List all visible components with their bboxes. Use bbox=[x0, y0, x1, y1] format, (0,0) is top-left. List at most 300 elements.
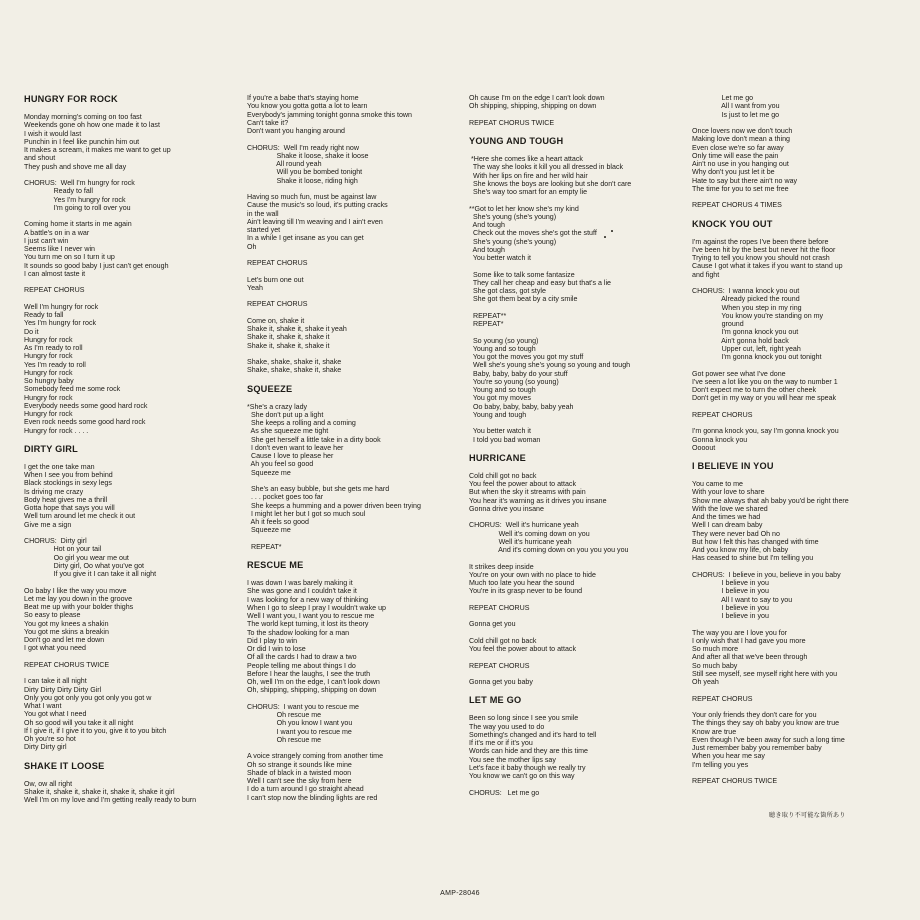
lyric-line: And tough bbox=[469, 245, 505, 254]
lyric-line bbox=[469, 554, 684, 562]
lyric-line bbox=[247, 185, 462, 193]
lyric-line: Cold chill got no back bbox=[469, 636, 537, 645]
lyric-line bbox=[692, 361, 907, 369]
lyric-line: Oh so good will you take it all night bbox=[24, 718, 134, 727]
lyric-line: Still see myself, see myself right here with you bbox=[692, 669, 838, 678]
lyric-line bbox=[692, 769, 907, 777]
lyric-line bbox=[692, 119, 907, 127]
lyric-line: REPEAT CHORUS bbox=[247, 300, 308, 309]
lyric-line: Shake it loose, shake it loose bbox=[247, 151, 369, 160]
lyric-line: She got class, got style bbox=[469, 287, 546, 295]
lyric-line: CHORUS: Well I'm hungry for rock bbox=[24, 179, 135, 187]
lyric-line: Ready to fall bbox=[24, 187, 93, 196]
song-title: YOUNG AND TOUGH bbox=[469, 136, 564, 146]
lyric-line: . . . pocket goes too far bbox=[247, 493, 324, 502]
lyric-line: CHORUS: I wanna knock you out bbox=[692, 287, 800, 295]
lyric-line: So young (so young) bbox=[469, 336, 539, 345]
lyric-line: People telling me about things I do bbox=[247, 661, 356, 670]
lyric-line bbox=[692, 703, 907, 711]
lyric-line: Or did I win to lose bbox=[247, 645, 306, 653]
lyric-line: You better watch it bbox=[469, 427, 531, 436]
lyric-line: Yeah bbox=[247, 283, 263, 292]
song-title: SHAKE IT LOOSE bbox=[24, 760, 105, 771]
lyrics-column-4 bbox=[692, 94, 907, 785]
lyric-line bbox=[24, 171, 239, 179]
lyric-line: She keeps a humming and a power driven been trying bbox=[247, 501, 421, 510]
lyric-line: When you hear me say bbox=[692, 752, 765, 761]
lyric-line: You know you gotta gotta a lot to learn bbox=[247, 102, 368, 111]
lyric-line: I want you to rescue me bbox=[247, 727, 352, 736]
lyric-line: Cause I got what it takes if you want to stand up bbox=[692, 262, 843, 271]
lyric-line: Been so long since I see you smile bbox=[469, 714, 579, 723]
lyric-line: Don't get in my way or you will hear me speak bbox=[692, 394, 837, 403]
lyric-line: It strikes deep inside bbox=[469, 562, 534, 571]
lyric-line: Is just to let me go bbox=[692, 110, 780, 119]
lyric-line: You got me skins a breakin bbox=[24, 627, 109, 636]
lyric-line: She got them beat by a city smile bbox=[469, 295, 578, 304]
lyric-line: Hungry for rock bbox=[24, 393, 73, 402]
lyric-line: When I see you from behind bbox=[24, 471, 113, 479]
lyric-line: Dirty Dirty Dirty Dirty Girl bbox=[24, 685, 102, 694]
lyric-line: Some like to talk some fantasize bbox=[469, 270, 575, 279]
lyric-line: Dirty Dirty girl bbox=[24, 743, 67, 752]
lyric-line: But when the sky it streams with pain bbox=[469, 488, 586, 497]
lyric-line bbox=[24, 212, 239, 220]
lyric-line: Oh rescue me bbox=[247, 735, 322, 744]
lyric-line: So much more bbox=[692, 645, 739, 653]
lyric-line: Yes I'm ready to roll bbox=[24, 360, 86, 369]
lyric-line: I only wish that I had gave you more bbox=[692, 636, 806, 645]
lyric-line: I'm telling you yes bbox=[692, 760, 749, 769]
song-title: DIRTY GIRL bbox=[24, 443, 78, 454]
lyric-line: Oh bbox=[247, 242, 257, 251]
lyric-line bbox=[692, 620, 907, 628]
lyric-line bbox=[247, 477, 462, 485]
lyric-line bbox=[469, 653, 684, 661]
lyric-line: Oh rescue me bbox=[247, 711, 322, 719]
lyric-line bbox=[24, 278, 239, 286]
lyric-line: I'm gonna knock you out bbox=[692, 328, 799, 337]
lyric-line: Well it's hurricane yeah bbox=[469, 537, 572, 546]
lyric-line: I told you bad woman bbox=[469, 435, 541, 444]
lyric-line: I've seen a lot like you on the way to number 1 bbox=[692, 377, 838, 386]
lyric-line bbox=[247, 292, 462, 300]
lyric-line: and fight bbox=[692, 270, 720, 279]
lyric-line: If it's me or if it's you bbox=[469, 739, 533, 747]
lyric-line: Well she's young she's young so young and tough bbox=[469, 361, 631, 370]
lyric-line: You're so young (so young) bbox=[469, 377, 559, 386]
lyric-line: Young and tough bbox=[469, 410, 527, 419]
lyric-line: ground bbox=[692, 320, 744, 328]
lyric-line: But how I felt this has changed with time bbox=[692, 537, 819, 546]
lyric-line: And it's coming down on you you you you bbox=[469, 546, 629, 554]
lyric-line: Cause I love to please her bbox=[247, 452, 334, 460]
lyric-line: Oh you're so hot bbox=[24, 735, 76, 743]
lyric-line: Shake it, shake it, shake it, shake it, shake it girl bbox=[24, 787, 175, 796]
lyric-line: Let me lay you down in the groove bbox=[24, 594, 133, 603]
lyric-line: CHORUS: Dirty girl bbox=[24, 537, 87, 545]
lyric-line bbox=[24, 295, 239, 303]
lyric-line: REPEAT CHORUS 4 TIMES bbox=[692, 201, 782, 210]
lyric-line: Beat me up with your bolder thighs bbox=[24, 603, 134, 611]
lyric-line: Oh so strange it sounds like mine bbox=[247, 760, 352, 769]
lyric-line: When you step in my ring bbox=[692, 303, 802, 312]
lyric-line: Somebody feed me some rock bbox=[24, 385, 121, 394]
lyric-line: I got what you need bbox=[24, 644, 86, 653]
lyric-line bbox=[469, 780, 684, 788]
lyric-line: Upper cut, left, right yeah bbox=[692, 344, 801, 353]
lyric-line: A voice strangely coming from another time bbox=[247, 752, 384, 761]
lyric-line: I can take it all night bbox=[24, 677, 87, 686]
lyric-line: If you're a babe that's staying home bbox=[247, 94, 359, 102]
lyric-line: Oh shipping, shipping, shipping on down bbox=[469, 102, 597, 111]
lyric-line: Young and so tough bbox=[469, 344, 536, 353]
lyric-line bbox=[692, 193, 907, 201]
lyric-line: Well I'm on my love and I'm getting really ready to burn bbox=[24, 796, 197, 804]
lyric-line: Oooout bbox=[692, 443, 716, 452]
lyric-line: I've been hit by the best but never hit the floor bbox=[692, 245, 836, 254]
lyric-line: She's young (she's young) bbox=[469, 237, 557, 246]
lyric-line bbox=[24, 578, 239, 586]
song-title: LET ME GO bbox=[469, 695, 522, 706]
lyric-line bbox=[469, 328, 684, 336]
lyric-line: All I want from you bbox=[692, 102, 780, 111]
lyric-line: And the times we had bbox=[692, 513, 761, 521]
lyric-line: Don't want you hanging around bbox=[247, 127, 345, 135]
lyrics-column-2 bbox=[247, 94, 462, 802]
lyric-line: I just can't win bbox=[24, 236, 69, 245]
lyric-line: I'm going to roll over you bbox=[24, 203, 131, 212]
lyric-line bbox=[24, 669, 239, 677]
lyric-line bbox=[692, 419, 907, 427]
lyric-line: Ow, ow all right bbox=[24, 779, 73, 788]
lyric-line: Let's burn one out bbox=[247, 275, 304, 284]
lyric-line: Gonna knock you bbox=[692, 435, 748, 444]
lyrics-column-3 bbox=[469, 94, 684, 797]
lyric-line: Hate to say but there ain't no way bbox=[692, 176, 798, 185]
lyric-line: Hungry for rock bbox=[24, 368, 73, 377]
lyric-line: The things they say oh baby you know are true bbox=[692, 719, 840, 728]
lyric-line: Once lovers now we don't touch bbox=[692, 127, 793, 135]
lyric-line bbox=[247, 135, 462, 143]
lyric-line: I believe in you bbox=[692, 603, 769, 612]
lyric-line: I get the one take man bbox=[24, 462, 95, 471]
lyric-line: Come on, shake it bbox=[247, 316, 305, 325]
lyric-line: REPEAT CHORUS bbox=[469, 661, 530, 670]
lyric-line: They were never bad Oh no bbox=[692, 529, 780, 538]
lyric-line: REPEAT CHORUS bbox=[469, 603, 530, 612]
lyric-line: Already picked the round bbox=[692, 295, 800, 304]
lyric-line: Oh yeah bbox=[692, 678, 719, 686]
lyric-line: Hungry for rock bbox=[24, 410, 73, 418]
lyric-line: Squeeze me bbox=[247, 468, 291, 477]
song-title: I BELIEVE IN YOU bbox=[692, 461, 774, 471]
lyric-line: Young and so tough bbox=[469, 386, 536, 394]
lyric-line bbox=[24, 653, 239, 661]
lyric-line: Oo baby I like the way you move bbox=[24, 586, 127, 595]
lyric-line: You feel the power about to attack bbox=[469, 645, 577, 653]
lyric-line: Oh you know I want you bbox=[247, 719, 353, 728]
lyric-line: She keeps a rolling and a coming bbox=[247, 419, 356, 427]
lyric-line: Gonna get you bbox=[469, 620, 516, 629]
lyric-line: Dirty girl, Oo what you've got bbox=[24, 561, 145, 570]
lyric-line: Weekends gone oh how one made it to last bbox=[24, 121, 160, 130]
lyric-line: Punchin in I feel like punchin him out bbox=[24, 137, 140, 146]
lyric-line: I can almost taste it bbox=[24, 269, 86, 278]
lyric-line: Gonna drive you insane bbox=[469, 504, 544, 513]
lyric-line: CHORUS: Let me go bbox=[469, 788, 540, 797]
lyric-line bbox=[247, 744, 462, 752]
lyric-line: Know are true bbox=[692, 727, 737, 736]
lyric-line bbox=[692, 279, 907, 287]
lyric-line: You got what I need bbox=[24, 710, 87, 719]
lyric-line: If I give it, if I give it to you, give it to you bitch bbox=[24, 726, 167, 735]
lyric-line: All round yeah bbox=[247, 160, 322, 168]
lyric-line bbox=[247, 535, 462, 543]
lyric-line: Making love don't mean a thing bbox=[692, 135, 790, 144]
lyric-line: So easy to please bbox=[24, 611, 81, 620]
lyric-line: Coming home it starts in me again bbox=[24, 220, 132, 229]
lyric-line: Give me a sign bbox=[24, 520, 72, 529]
lyric-line: I'm gonna knock you, say I'm gonna knock you bbox=[692, 427, 839, 436]
lyric-line: She's way too smart for an empty lie bbox=[469, 188, 588, 196]
lyric-line: You better watch it bbox=[469, 254, 531, 262]
lyric-line: She don't put up a light bbox=[247, 410, 324, 419]
lyric-line: I'm against the ropes I've been there before bbox=[692, 237, 829, 246]
lyric-line: **Got to let her know she's my kind bbox=[469, 204, 579, 213]
lyric-line: Hot on your tail bbox=[24, 545, 102, 554]
lyric-line: Everybody needs some good hard rock bbox=[24, 401, 148, 410]
lyric-line: Yes I'm hungry for rock bbox=[24, 195, 126, 204]
lyric-line: Oh, shipping, shipping, shipping on down bbox=[247, 686, 377, 695]
lyric-line bbox=[469, 196, 684, 204]
lyric-line: You're in its grasp never to be found bbox=[469, 587, 583, 596]
lyric-line bbox=[469, 670, 684, 678]
lyric-line: Body heat gives me a thrill bbox=[24, 495, 108, 504]
lyric-line: Black stockings in sexy legs bbox=[24, 479, 112, 488]
lyric-line: started yet bbox=[247, 226, 281, 234]
lyric-line: Oo baby, baby, baby, baby yeah bbox=[469, 402, 574, 411]
lyric-line: You know you're standing on my bbox=[692, 311, 824, 320]
lyric-line: Hungry for rock bbox=[24, 352, 73, 361]
lyric-line: Let me go bbox=[692, 94, 754, 102]
lyric-line bbox=[469, 304, 684, 312]
lyric-line: Gonna get you baby bbox=[469, 678, 533, 686]
lyric-line: What I want bbox=[24, 702, 62, 710]
lyric-line: I was down I was barely making it bbox=[247, 579, 353, 587]
lyric-line: Baby, baby, baby do your stuff bbox=[469, 369, 568, 378]
lyric-line bbox=[469, 513, 684, 521]
song-title: RESCUE ME bbox=[247, 560, 304, 570]
lyric-line: You're on your own with no place to hide bbox=[469, 570, 596, 579]
lyric-line: REPEAT** bbox=[469, 311, 507, 320]
lyric-line: Your only friends they don't care for you bbox=[692, 711, 817, 719]
lyric-line: Hungry for rock bbox=[24, 335, 73, 344]
lyric-line: Don't go and let me down bbox=[24, 636, 105, 644]
lyric-line: Squeeze me bbox=[247, 526, 291, 535]
lyric-line: The way you are I love you for bbox=[692, 628, 788, 637]
lyric-line: As I'm ready to roll bbox=[24, 344, 83, 352]
lyric-line: Words can hide and they are this time bbox=[469, 747, 588, 756]
lyric-line: With your love to share bbox=[692, 488, 765, 497]
lyric-line: Just remember baby you remember baby bbox=[692, 744, 822, 752]
song-title: SQUEEZE bbox=[247, 383, 293, 394]
lyric-line: Only you got only you got only you got w bbox=[24, 693, 152, 702]
lyric-line: Don't expect me to turn the other cheek bbox=[692, 386, 816, 394]
lyric-line: Cause the music's so loud, it's putting cracks bbox=[247, 201, 388, 210]
lyric-line: I can't stop now the blinding lights are red bbox=[247, 793, 378, 802]
song-title: HURRICANE bbox=[469, 452, 526, 463]
lyric-line: Will you be bombed tonight bbox=[247, 168, 363, 177]
lyric-line: Well I can dream baby bbox=[692, 521, 763, 530]
lyric-line: It makes a scream, it makes me want to get up bbox=[24, 146, 171, 154]
lyric-line bbox=[692, 686, 907, 694]
lyric-line: As she squeeze me tight bbox=[247, 427, 329, 436]
lyric-line: Can't take it? bbox=[247, 118, 289, 127]
lyric-line: With the love we shared bbox=[692, 504, 768, 513]
catalog-number: AMP-28046 bbox=[440, 890, 480, 897]
lyric-line: I do a turn around I go straight ahead bbox=[247, 785, 364, 794]
lyric-line: When I go to sleep I pray I wouldn't wake up bbox=[247, 603, 386, 612]
lyric-line: Having so much fun, must be against law bbox=[247, 193, 377, 201]
lyric-line: Well turn around let me check it out bbox=[24, 512, 136, 521]
lyric-line bbox=[247, 309, 462, 317]
lyric-line: Ah it feels so good bbox=[247, 518, 309, 526]
lyric-line: Ain't no use in you hanging out bbox=[692, 160, 789, 168]
lyric-line: Did I play to win bbox=[247, 636, 298, 645]
lyric-line: and shout bbox=[24, 154, 56, 163]
inaudible-parts-note: 聴き取り不可能な箇所あり bbox=[769, 812, 846, 819]
lyric-line: So much baby bbox=[692, 661, 738, 670]
lyric-line: Shade of black in a twisted moon bbox=[247, 768, 352, 777]
lyric-line: And after all that we've been through bbox=[692, 653, 808, 662]
lyric-line: Shake it loose, riding high bbox=[247, 176, 358, 185]
lyric-line: REPEAT CHORUS bbox=[247, 259, 308, 267]
lyric-line bbox=[469, 262, 684, 270]
lyric-line: I believe in you bbox=[692, 587, 769, 596]
lyric-line: If you give it I can take it all night bbox=[24, 570, 157, 578]
lyric-line: REPEAT CHORUS bbox=[692, 694, 753, 703]
lyric-line: Gotta hope that says you will bbox=[24, 504, 115, 512]
lyric-line: Shake, shake, shake it, shake bbox=[247, 358, 342, 366]
lyric-line: I don't even want to leave her bbox=[247, 443, 344, 452]
lyric-line: Yes I'm hungry for rock bbox=[24, 319, 97, 328]
lyric-line: REPEAT* bbox=[469, 320, 504, 328]
lyric-line: They push and shove me all day bbox=[24, 162, 127, 171]
lyric-line: And you know my life, oh baby bbox=[692, 546, 789, 554]
lyric-line: Monday morning's coming on too fast bbox=[24, 113, 142, 121]
lyric-line: Shake it, shake it, shake it bbox=[247, 341, 330, 350]
lyric-line: Shake, shake, shake it, shake bbox=[247, 366, 342, 375]
lyric-line: Show me always that ah baby you'd be right there bbox=[692, 496, 849, 505]
lyric-line: She knows the boys are looking but she don't care bbox=[469, 179, 632, 188]
lyric-line: I'm gonna knock you out tonight bbox=[692, 353, 822, 361]
lyric-line bbox=[469, 612, 684, 620]
lyric-line: You got the moves you got my stuff bbox=[469, 353, 584, 361]
lyric-line: Ain't leaving till I'm weaving and I ain't even bbox=[247, 217, 383, 226]
lyric-line: REPEAT CHORUS bbox=[24, 286, 85, 295]
lyric-line: Even rock needs some good hard rock bbox=[24, 418, 146, 427]
lyric-line: REPEAT CHORUS TWICE bbox=[469, 118, 555, 127]
lyric-line: She was gone and I couldn't take it bbox=[247, 587, 357, 596]
lyric-line: Even though I've been away for such a long time bbox=[692, 735, 845, 744]
lyric-line: Well it's coming down on you bbox=[469, 529, 590, 538]
lyric-line: She's young (she's young) bbox=[469, 212, 557, 221]
lyrics-column-1 bbox=[24, 94, 239, 804]
lyric-line: You know we can't go on this way bbox=[469, 772, 575, 780]
lyric-line: Oh, well I'm on the edge, I can't look down bbox=[247, 678, 380, 686]
lyric-line bbox=[469, 419, 684, 427]
lyric-line bbox=[247, 267, 462, 275]
lyric-line: CHORUS: Well I'm ready right now bbox=[247, 143, 359, 152]
lyric-line: And tough bbox=[469, 221, 505, 229]
lyric-line bbox=[469, 629, 684, 637]
lyric-line bbox=[247, 350, 462, 358]
lyric-line: I was looking for a new way of thinking bbox=[247, 595, 369, 604]
lyric-line: It sounds so good baby I just can't get enough bbox=[24, 261, 169, 270]
lyric-line: The world kept turning, it lost its theory bbox=[247, 620, 369, 629]
lyric-line: To the shadow looking for a man bbox=[247, 628, 350, 637]
lyric-line: I wish it would last bbox=[24, 129, 82, 138]
lyric-line: The way she looks it kill you all dressed in black bbox=[469, 163, 624, 172]
lyric-line: Everybody's jamming tonight gonna smoke this town bbox=[247, 110, 412, 119]
lyric-line: CHORUS: I believe in you, believe in you baby bbox=[692, 570, 841, 579]
lyric-line bbox=[24, 529, 239, 537]
lyric-line bbox=[247, 695, 462, 703]
lyric-line: Even close we're so far away bbox=[692, 143, 784, 152]
lyric-line: Something's changed and it's hard to tell bbox=[469, 730, 597, 739]
lyric-line: You turn me on so I turn it up bbox=[24, 253, 115, 262]
lyric-line: Ready to fall bbox=[24, 311, 64, 319]
lyric-line: Cold chill got no back bbox=[469, 471, 537, 480]
lyric-line: *Here she comes like a heart attack bbox=[469, 155, 583, 163]
lyric-line: You came to me bbox=[692, 480, 743, 488]
lyric-line: You got my moves bbox=[469, 394, 531, 403]
lyric-line: Is driving me crazy bbox=[24, 487, 84, 496]
song-title: HUNGRY FOR ROCK bbox=[24, 94, 118, 104]
lyric-line: REPEAT CHORUS TWICE bbox=[692, 777, 778, 785]
lyric-line: You feel the power about to attack bbox=[469, 480, 577, 488]
lyric-line: in the wall bbox=[247, 209, 279, 218]
lyric-line: *She's a crazy lady bbox=[247, 402, 308, 411]
lyric-line: Well I want you, I want you to rescue me bbox=[247, 612, 375, 620]
lyric-line: With her lips on fire and her wild hair bbox=[469, 171, 588, 180]
lyric-line: REPEAT CHORUS bbox=[692, 410, 753, 419]
lyric-line: Ain't gonna hold back bbox=[692, 336, 789, 345]
lyric-line: The way you used to do bbox=[469, 722, 545, 731]
lyric-line: She get herself a little take in a dirty book bbox=[247, 435, 381, 444]
lyric-line: Let's face it baby though we really try bbox=[469, 763, 586, 772]
lyric-line: Got power see what I've done bbox=[692, 369, 786, 378]
lyric-line: Ah you feel so good bbox=[247, 460, 314, 469]
lyric-line: She's an easy bubble, but she gets me hard bbox=[247, 485, 390, 493]
lyric-line: CHORUS: Well it's hurricane yeah bbox=[469, 521, 579, 530]
lyric-line bbox=[692, 563, 907, 571]
lyric-line: Only time will ease the pain bbox=[692, 151, 779, 160]
lyric-line: I believe in you bbox=[692, 612, 769, 620]
lyric-line: All I want to say to you bbox=[692, 595, 793, 604]
lyric-line: Hungry for rock . . . . bbox=[24, 426, 89, 435]
lyric-line: Check out the moves she's got the stuff bbox=[469, 229, 597, 238]
lyric-line: Shake it, shake it, shake it bbox=[247, 333, 330, 342]
lyric-line: You hear it's warning as it drives you insane bbox=[469, 496, 607, 505]
lyric-line: Oo girl you wear me out bbox=[24, 553, 129, 562]
lyric-line: You got my knees a shakin bbox=[24, 619, 109, 628]
lyric-line: Trying to tell you know you should not crash bbox=[692, 254, 830, 262]
lyric-line: Has ceased to shine but I'm telling you bbox=[692, 554, 814, 563]
lyric-line: So hungry baby bbox=[24, 377, 74, 385]
lyric-line: Shake it, shake it, shake it yeah bbox=[247, 325, 347, 333]
